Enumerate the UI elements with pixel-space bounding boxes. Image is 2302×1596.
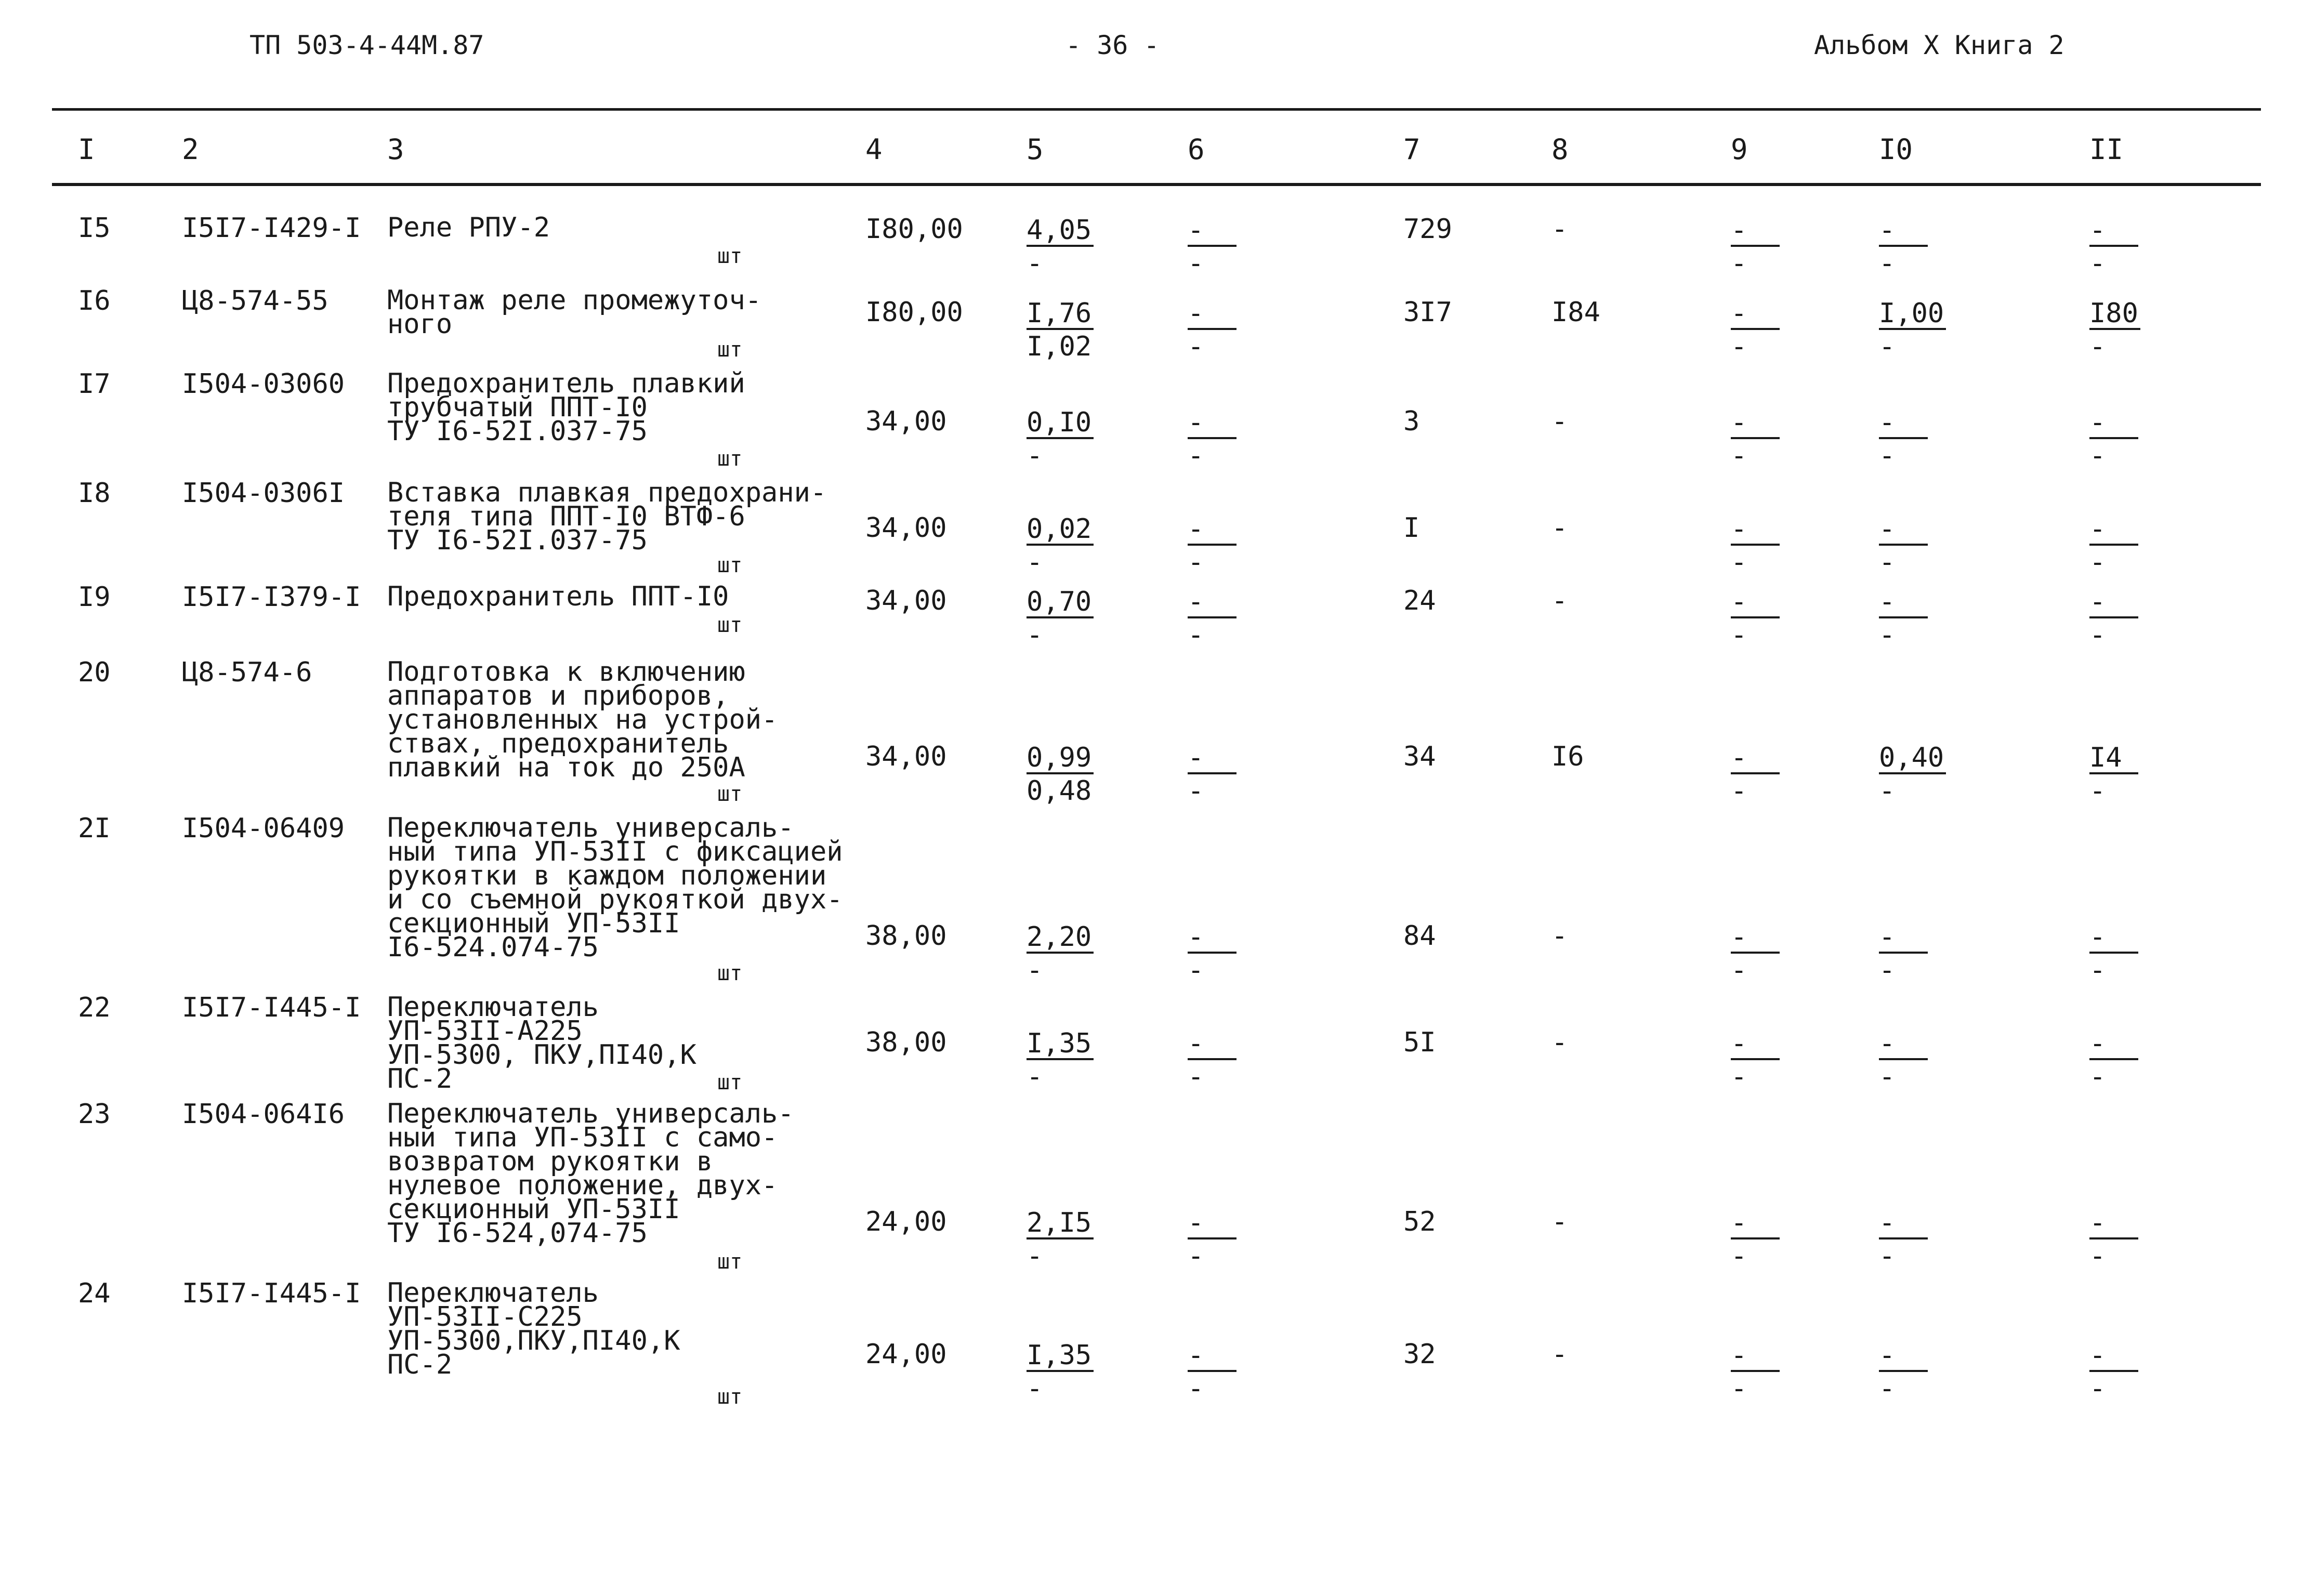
- c5-numerator: 0,I0: [1027, 409, 1094, 439]
- c6-fraction: [1188, 1030, 1236, 1090]
- c5-fraction: [1027, 513, 1094, 578]
- c9-numerator: -: [1731, 744, 1780, 774]
- item-code: I504-0306I: [182, 478, 345, 509]
- c5-numerator: I,35: [1027, 1342, 1094, 1372]
- c11-numerator: -: [2089, 516, 2138, 546]
- col8-value: -: [1551, 1027, 1568, 1058]
- c6-fraction: [1188, 409, 1236, 469]
- col8-value: -: [1551, 1339, 1568, 1370]
- col7-value: 729: [1403, 214, 1452, 245]
- c9-numerator: -: [1731, 588, 1780, 618]
- item-code: I5I7-I445-I: [182, 1278, 361, 1309]
- c9-denominator: -: [1731, 619, 1747, 651]
- c10-fraction: [1879, 1342, 1928, 1402]
- quantity-value: 34,00: [865, 585, 947, 616]
- c10-numerator: I,00: [1879, 300, 1946, 330]
- header-bottom-rule: [52, 183, 2261, 186]
- row-number: I7: [78, 368, 111, 400]
- col8-value: -: [1551, 214, 1568, 245]
- c5-fraction: [1027, 588, 1094, 649]
- c11-numerator: -: [2089, 1342, 2138, 1372]
- row-number: I9: [78, 582, 111, 613]
- c10-numerator: -: [1879, 409, 1928, 439]
- c5-fraction: [1027, 409, 1094, 469]
- c5-denominator: -: [1027, 440, 1043, 471]
- quantity-value: 38,00: [865, 1027, 947, 1058]
- c6-denominator: -: [1188, 1061, 1204, 1092]
- c6-numerator: -: [1188, 409, 1236, 439]
- c6-fraction: [1188, 588, 1236, 649]
- c5-numerator: 4,05: [1027, 217, 1094, 247]
- c10-numerator: -: [1879, 588, 1928, 618]
- c11-fraction: [2089, 921, 2138, 986]
- c5-fraction: [1027, 921, 1094, 986]
- c10-numerator: -: [1879, 1342, 1928, 1372]
- column-number-10: I0: [1879, 133, 1913, 166]
- c10-fraction: [1879, 588, 1928, 649]
- c10-denominator: -: [1879, 1373, 1896, 1404]
- quantity-value: 34,00: [865, 512, 947, 544]
- c6-denominator: -: [1188, 331, 1204, 362]
- c10-fraction: [1879, 217, 1928, 277]
- c10-denominator: -: [1879, 1241, 1896, 1272]
- row-number: 23: [78, 1099, 111, 1130]
- c5-denominator: -: [1027, 1373, 1043, 1404]
- item-description: Переключатель УП-53II-С225 УП-5300,ПКУ,ПI40,К ПС-2: [387, 1277, 680, 1380]
- c9-fraction: [1731, 921, 1780, 986]
- unit-label: шт: [717, 447, 743, 471]
- c9-denominator: -: [1731, 331, 1747, 362]
- c5-numerator: I,35: [1027, 1030, 1094, 1060]
- col7-value: 52: [1403, 1206, 1436, 1237]
- item-code: I504-06409: [182, 813, 345, 844]
- c5-numerator: 0,70: [1027, 588, 1094, 618]
- quantity-value: 34,00: [865, 406, 947, 437]
- col8-value: -: [1551, 406, 1568, 437]
- c10-fraction: [1879, 513, 1928, 578]
- c9-fraction: [1731, 300, 1780, 360]
- c10-fraction: [1879, 1030, 1928, 1090]
- quantity-value: 24,00: [865, 1206, 947, 1237]
- item-code: I504-03060: [182, 368, 345, 400]
- c9-fraction: [1731, 1209, 1780, 1270]
- c11-numerator: -: [2089, 217, 2138, 247]
- c5-fraction: [1027, 742, 1094, 807]
- row-number: I5: [78, 213, 111, 244]
- c6-denominator: -: [1188, 775, 1204, 807]
- c6-numerator: -: [1188, 1342, 1236, 1372]
- col7-value: 84: [1403, 920, 1436, 952]
- c10-fraction: [1879, 921, 1928, 986]
- c9-fraction: [1731, 217, 1780, 277]
- c6-fraction: [1188, 300, 1236, 360]
- item-description: Предохранитель плавкий трубчатый ППТ-I0 ТУ I6-52I.037-75: [387, 368, 745, 447]
- c6-numerator: -: [1188, 588, 1236, 618]
- c5-fraction: [1027, 1030, 1094, 1090]
- c5-denominator: -: [1027, 955, 1043, 986]
- c10-denominator: -: [1879, 775, 1896, 807]
- c6-denominator: -: [1188, 440, 1204, 471]
- c9-fraction: [1731, 1342, 1780, 1402]
- c5-numerator: 2,20: [1027, 924, 1094, 954]
- column-number-4: 4: [865, 133, 883, 166]
- c9-numerator: -: [1731, 409, 1780, 439]
- c9-numerator: -: [1731, 217, 1780, 247]
- col8-value: -: [1551, 585, 1568, 616]
- c11-numerator: -: [2089, 1209, 2138, 1239]
- c6-fraction: [1188, 513, 1236, 578]
- c9-denominator: -: [1731, 1061, 1747, 1092]
- album-label: Альбом X Книга 2: [1814, 30, 2064, 60]
- unit-label: шт: [717, 1250, 743, 1274]
- item-description: Вставка плавкая предохрани- теля типа ППТ-I0 ВТФ-6 ТУ I6-52I.037-75: [387, 477, 827, 556]
- page-number: - 36 -: [1066, 30, 1160, 60]
- c5-denominator: -: [1027, 619, 1043, 651]
- col8-value: I6: [1551, 741, 1584, 772]
- c10-fraction: [1879, 409, 1928, 469]
- c6-numerator: -: [1188, 300, 1236, 330]
- unit-label: шт: [717, 782, 743, 806]
- c11-numerator: I80: [2089, 300, 2140, 330]
- c11-denominator: -: [2089, 440, 2106, 471]
- unit-label: шт: [717, 1071, 743, 1094]
- c6-denominator: -: [1188, 248, 1204, 279]
- c10-denominator: -: [1879, 440, 1896, 471]
- item-code: I5I7-I445-I: [182, 992, 361, 1023]
- item-description: Предохранитель ППТ-I0: [387, 581, 729, 612]
- c5-fraction: [1027, 217, 1094, 277]
- c6-fraction: [1188, 1342, 1236, 1402]
- col8-value: -: [1551, 920, 1568, 952]
- quantity-value: I80,00: [865, 297, 963, 328]
- c6-fraction: [1188, 217, 1236, 277]
- c6-numerator: -: [1188, 1030, 1236, 1060]
- c11-fraction: [2089, 409, 2138, 469]
- c9-denominator: -: [1731, 1373, 1747, 1404]
- item-description: Монтаж реле промежуточ- ного: [387, 285, 762, 340]
- column-number-3: 3: [387, 133, 404, 166]
- item-description: Переключатель универсаль- ный типа УП-53II с само- возвратом рукоятки в нулевое положение, двух- секционный УП-53II ТУ I6-524,074-75: [387, 1098, 794, 1249]
- c9-denominator: -: [1731, 547, 1747, 578]
- c9-numerator: -: [1731, 516, 1780, 546]
- c9-numerator: -: [1731, 924, 1780, 954]
- item-code: I5I7-I379-I: [182, 582, 361, 613]
- c11-denominator: -: [2089, 775, 2106, 807]
- c6-numerator: -: [1188, 516, 1236, 546]
- c10-fraction: [1879, 300, 1946, 360]
- c11-denominator: -: [2089, 547, 2106, 578]
- row-number: 22: [78, 992, 111, 1023]
- c10-numerator: -: [1879, 1209, 1928, 1239]
- col7-value: 24: [1403, 585, 1436, 616]
- c10-denominator: -: [1879, 331, 1896, 362]
- c11-fraction: [2089, 513, 2138, 578]
- c9-denominator: -: [1731, 1241, 1747, 1272]
- c6-denominator: -: [1188, 547, 1204, 578]
- c6-fraction: [1188, 1209, 1236, 1270]
- c9-numerator: -: [1731, 300, 1780, 330]
- unit-label: шт: [717, 553, 743, 577]
- unit-label: шт: [717, 338, 743, 362]
- c6-denominator: -: [1188, 955, 1204, 986]
- c11-fraction: [2089, 1030, 2138, 1090]
- c5-fraction: [1027, 1209, 1094, 1270]
- unit-label: шт: [717, 244, 743, 268]
- row-number: 20: [78, 657, 111, 688]
- col7-value: I: [1403, 512, 1420, 544]
- c10-numerator: -: [1879, 924, 1928, 954]
- c6-fraction: [1188, 742, 1236, 807]
- item-description: Реле РПУ-2: [387, 212, 550, 243]
- c9-denominator: -: [1731, 775, 1747, 807]
- c9-numerator: -: [1731, 1030, 1780, 1060]
- c9-fraction: [1731, 513, 1780, 578]
- c5-denominator: -: [1027, 248, 1043, 279]
- col7-value: 5I: [1403, 1027, 1436, 1058]
- c10-numerator: 0,40: [1879, 744, 1946, 774]
- c11-fraction: [2089, 1342, 2138, 1402]
- c9-numerator: -: [1731, 1209, 1780, 1239]
- c5-denominator: 0,48: [1027, 775, 1092, 807]
- c11-denominator: -: [2089, 1373, 2106, 1404]
- row-number: 2I: [78, 813, 111, 844]
- item-description: Переключатель универсаль- ный типа УП-53II с фиксацией рукоятки в каждом положении и со съемной рукояткой двух- секционный УП-53II I6-524.074-75: [387, 812, 843, 963]
- table-top-rule: [52, 108, 2261, 111]
- column-number-1: I: [78, 133, 95, 166]
- c5-denominator: -: [1027, 1241, 1043, 1272]
- c5-fraction: [1027, 1342, 1094, 1402]
- c9-fraction: [1731, 1030, 1780, 1090]
- c9-fraction: [1731, 742, 1780, 807]
- item-code: I504-064I6: [182, 1099, 345, 1130]
- c10-denominator: -: [1879, 1061, 1896, 1092]
- item-description: Переключатель УП-53II-А225 УП-5300, ПКУ,ПI40,К ПС-2: [387, 992, 696, 1094]
- c10-fraction: [1879, 1209, 1928, 1270]
- quantity-value: 34,00: [865, 741, 947, 772]
- doc-code: ТП 503-4-44М.87: [249, 30, 484, 60]
- c11-fraction: [2089, 1209, 2138, 1270]
- c11-denominator: -: [2089, 331, 2106, 362]
- col8-value: -: [1551, 1206, 1568, 1237]
- col8-value: -: [1551, 512, 1568, 544]
- c10-numerator: -: [1879, 1030, 1928, 1060]
- item-description: Подготовка к включению аппаратов и приборов, установленных на устрой- ствах, предохранитель плавкий на ток до 250А: [387, 656, 778, 783]
- c6-fraction: [1188, 921, 1236, 986]
- column-number-6: 6: [1188, 133, 1205, 166]
- c6-numerator: -: [1188, 744, 1236, 774]
- c9-denominator: -: [1731, 955, 1747, 986]
- c5-numerator: 0,99: [1027, 744, 1094, 774]
- c5-denominator: -: [1027, 547, 1043, 578]
- item-code: Ц8-574-6: [182, 657, 312, 688]
- column-number-11: II: [2089, 133, 2124, 166]
- c5-numerator: 0,02: [1027, 516, 1094, 546]
- col7-value: 32: [1403, 1339, 1436, 1370]
- c5-denominator: I,02: [1027, 331, 1092, 362]
- row-number: I6: [78, 285, 111, 316]
- quantity-value: I80,00: [865, 214, 963, 245]
- row-number: 24: [78, 1278, 111, 1309]
- c11-fraction: [2089, 588, 2138, 649]
- c11-numerator: I4: [2089, 744, 2138, 774]
- c11-numerator: -: [2089, 924, 2138, 954]
- c5-numerator: 2,I5: [1027, 1209, 1094, 1239]
- c11-fraction: [2089, 742, 2138, 807]
- c10-numerator: -: [1879, 516, 1928, 546]
- c10-denominator: -: [1879, 619, 1896, 651]
- c6-numerator: -: [1188, 1209, 1236, 1239]
- c11-denominator: -: [2089, 619, 2106, 651]
- quantity-value: 38,00: [865, 920, 947, 952]
- c11-fraction: [2089, 217, 2138, 277]
- c5-numerator: I,76: [1027, 300, 1094, 330]
- column-number-9: 9: [1731, 133, 1748, 166]
- c11-fraction: [2089, 300, 2140, 360]
- col7-value: 3: [1403, 406, 1420, 437]
- c9-numerator: -: [1731, 1342, 1780, 1372]
- c10-denominator: -: [1879, 547, 1896, 578]
- col7-value: 34: [1403, 741, 1436, 772]
- c6-denominator: -: [1188, 1241, 1204, 1272]
- c6-denominator: -: [1188, 1373, 1204, 1404]
- c11-denominator: -: [2089, 1061, 2106, 1092]
- c10-numerator: -: [1879, 217, 1928, 247]
- c9-fraction: [1731, 588, 1780, 649]
- c6-numerator: -: [1188, 217, 1236, 247]
- quantity-value: 24,00: [865, 1339, 947, 1370]
- unit-label: шт: [717, 1385, 743, 1409]
- c6-denominator: -: [1188, 619, 1204, 651]
- c11-numerator: -: [2089, 588, 2138, 618]
- c9-denominator: -: [1731, 440, 1747, 471]
- row-number: I8: [78, 478, 111, 509]
- col7-value: 3I7: [1403, 297, 1452, 328]
- c10-denominator: -: [1879, 248, 1896, 279]
- unit-label: шт: [717, 961, 743, 985]
- c11-denominator: -: [2089, 248, 2106, 279]
- c11-denominator: -: [2089, 1241, 2106, 1272]
- c5-denominator: -: [1027, 1061, 1043, 1092]
- c11-denominator: -: [2089, 955, 2106, 986]
- c6-numerator: -: [1188, 924, 1236, 954]
- c11-numerator: -: [2089, 1030, 2138, 1060]
- column-number-5: 5: [1027, 133, 1044, 166]
- column-number-8: 8: [1551, 133, 1569, 166]
- c10-denominator: -: [1879, 955, 1896, 986]
- col8-value: I84: [1551, 297, 1600, 328]
- column-number-7: 7: [1403, 133, 1420, 166]
- c10-fraction: [1879, 742, 1946, 807]
- c5-fraction: [1027, 300, 1094, 360]
- item-code: I5I7-I429-I: [182, 213, 361, 244]
- c9-fraction: [1731, 409, 1780, 469]
- c11-numerator: -: [2089, 409, 2138, 439]
- unit-label: шт: [717, 613, 743, 637]
- item-code: Ц8-574-55: [182, 285, 328, 316]
- c9-denominator: -: [1731, 248, 1747, 279]
- column-number-2: 2: [182, 133, 199, 166]
